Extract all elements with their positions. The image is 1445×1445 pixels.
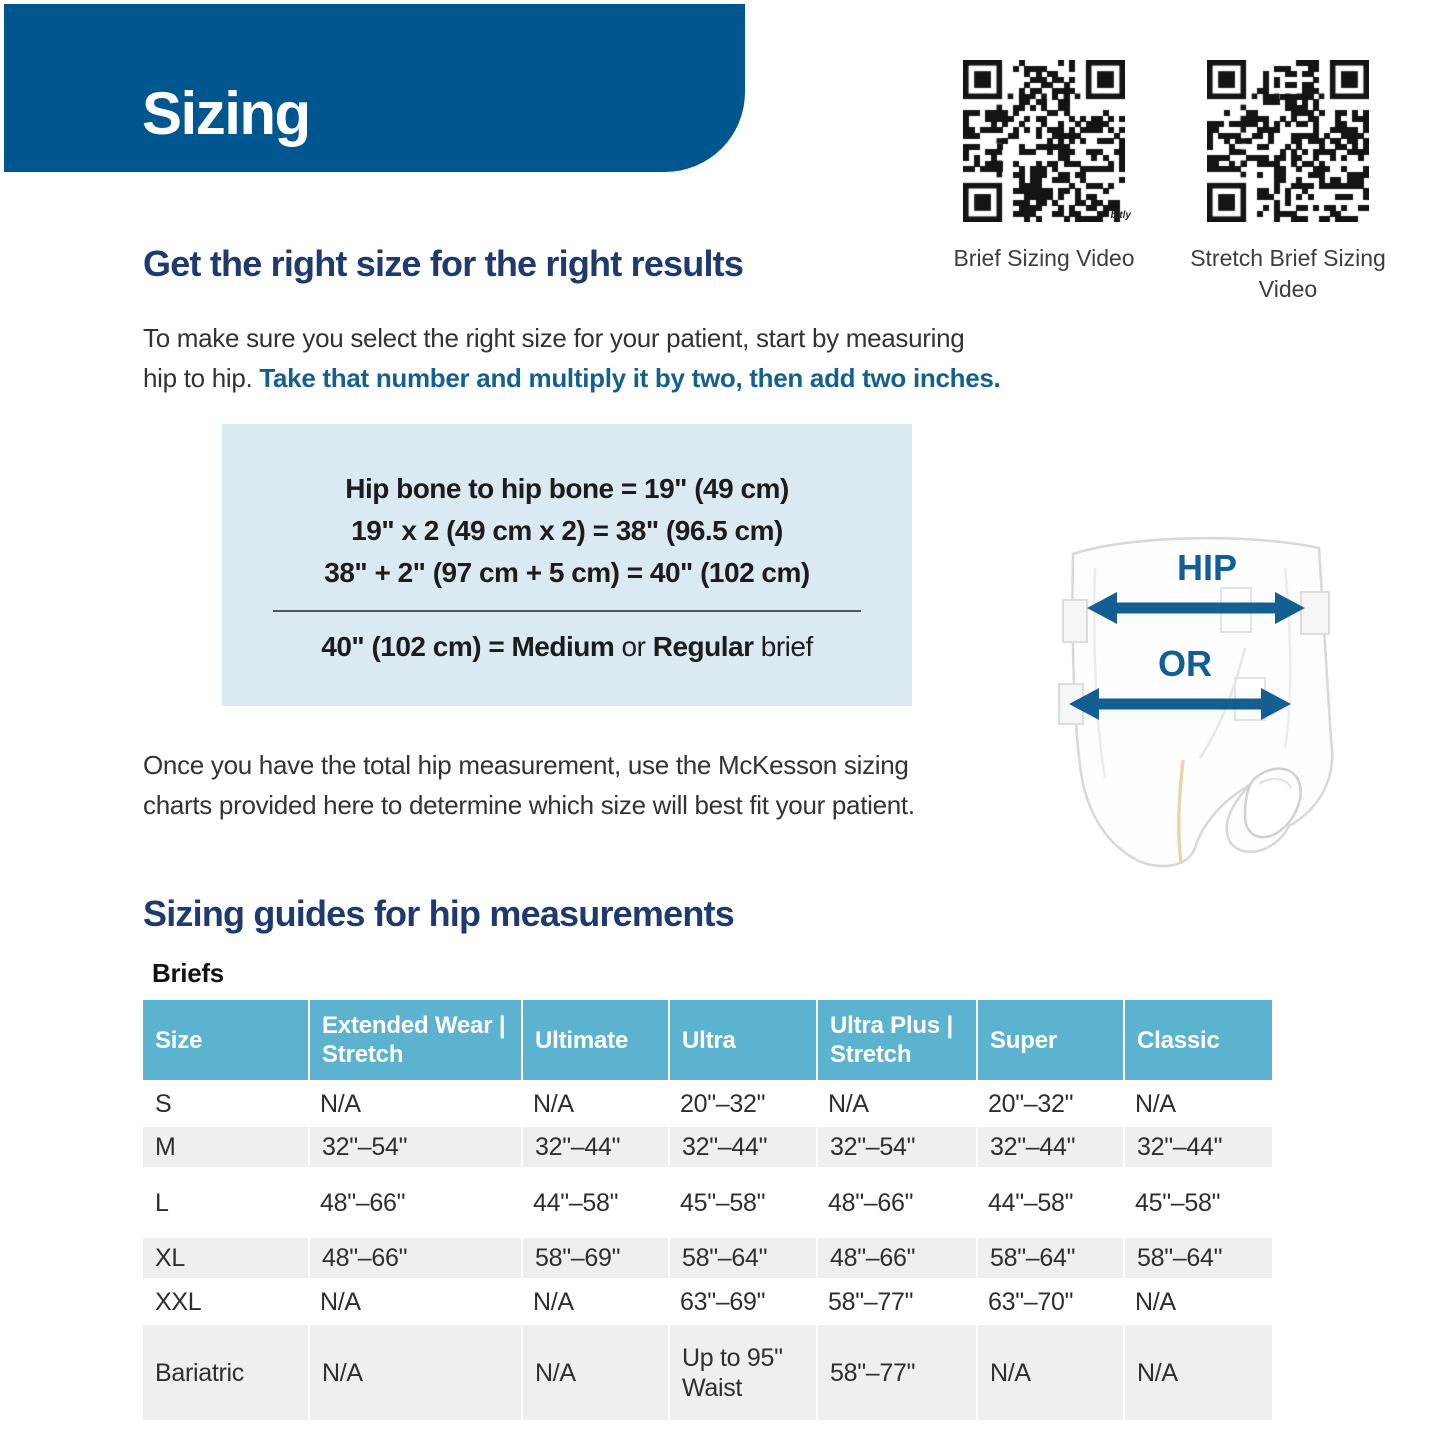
table-row-xl <box>143 1238 1272 1278</box>
table-size-cell: S <box>155 1089 172 1118</box>
instructions-paragraph <box>143 745 1073 825</box>
table-value-cell: 63"–70" <box>988 1287 1074 1316</box>
calc-line-1: Hip bone to hip bone = 19" (49 cm) <box>345 473 789 504</box>
calc-result-prefix: 40" (102 cm) = <box>321 631 512 662</box>
table-value-cell: 32"–54" <box>308 1127 521 1167</box>
table-value-cell: 32"–44" <box>976 1127 1123 1167</box>
calc-result-or: or <box>614 631 653 662</box>
or-label: OR <box>1158 643 1212 684</box>
table-value-cell: 45"–58" <box>1135 1188 1221 1217</box>
table-value-cell: 32"–44" <box>668 1127 816 1167</box>
table-header-cell: Super <box>976 1000 1123 1080</box>
instructions-line-2: charts provided here to determine which size will best fit your patient. <box>143 790 915 820</box>
intro-line-2 <box>143 358 1073 398</box>
table-value-cell: 58"–64" <box>1123 1238 1272 1278</box>
intro-heading: Get the right size for the right results <box>143 243 744 284</box>
table-value-cell: N/A <box>1135 1287 1176 1316</box>
table-header-cell: Classic <box>1123 1000 1272 1080</box>
calc-line-3: 38" + 2" (97 cm + 5 cm) = 40" (102 cm) <box>324 557 810 588</box>
brief-measurement-figure <box>1035 508 1355 878</box>
table-value-cell: 63"–69" <box>680 1287 766 1316</box>
qr-caption: Stretch Brief Sizing Video <box>1190 245 1386 302</box>
table-row-s <box>143 1080 1272 1127</box>
briefs-sizing-table <box>143 1000 1272 1420</box>
intro-line-2-normal: hip to hip. <box>143 363 260 393</box>
table-size-cell: L <box>155 1188 169 1217</box>
table-size-cell: XXL <box>155 1287 202 1316</box>
brief-illustration <box>1035 508 1355 878</box>
table-value-cell: N/A <box>828 1089 869 1118</box>
table-row-m <box>143 1127 1272 1167</box>
hip-label: HIP <box>1176 547 1238 588</box>
bitly-logo: bitly <box>1110 210 1131 221</box>
intro-line-1: To make sure you select the right size for your patient, start by measuring <box>143 323 965 353</box>
table-header-cell: Ultra Plus | Stretch <box>816 1000 976 1080</box>
table-value-cell: N/A <box>1123 1325 1272 1420</box>
table-value-cell: N/A <box>521 1325 668 1420</box>
table-value-cell: N/A <box>320 1089 361 1118</box>
table-value-cell: 32"–54" <box>816 1127 976 1167</box>
table-value-cell: 58"–64" <box>668 1238 816 1278</box>
page-banner <box>4 4 745 172</box>
calc-result-size-2: Regular <box>652 631 754 662</box>
instructions-line-1: Once you have the total hip measurement, use the McKesson sizing <box>143 750 909 780</box>
table-value-cell: 48"–66" <box>816 1238 976 1278</box>
table-body <box>143 1080 1272 1420</box>
calc-divider <box>273 610 861 612</box>
calc-result-size-1: Medium <box>511 631 615 662</box>
table-size-cell: Bariatric <box>143 1325 308 1420</box>
table-value-cell: 48"–66" <box>828 1188 914 1217</box>
qr-stretch-brief-sizing-video <box>1190 60 1386 302</box>
calc-line-2: 19" x 2 (49 cm x 2) = 38" (96.5 cm) <box>351 515 783 546</box>
intro-paragraph <box>143 318 1073 398</box>
table-value-cell: 48"–66" <box>320 1188 406 1217</box>
table-value-cell: N/A <box>308 1325 521 1420</box>
table-header-cell: Ultra <box>668 1000 816 1080</box>
table-header-cell: Ultimate <box>521 1000 668 1080</box>
qr-code-image <box>1207 60 1369 222</box>
table-size-cell: XL <box>143 1238 308 1278</box>
table-value-cell: 45"–58" <box>680 1188 766 1217</box>
table-value-cell: N/A <box>533 1089 574 1118</box>
section-heading: Sizing guides for hip measurements <box>143 893 734 934</box>
table-value-cell: 58"–69" <box>521 1238 668 1278</box>
calc-result-line <box>321 626 812 668</box>
calculation-example-box <box>222 424 912 706</box>
table-row-xxl <box>143 1278 1272 1325</box>
page-title: Sizing <box>142 80 310 147</box>
table-value-cell: N/A <box>533 1287 574 1316</box>
table-value-cell: N/A <box>320 1287 361 1316</box>
table-value-cell: Up to 95" Waist <box>668 1325 816 1420</box>
table-value-cell: N/A <box>976 1325 1123 1420</box>
table-value-cell: 58"–64" <box>976 1238 1123 1278</box>
table-value-cell: 20"–32" <box>988 1089 1074 1118</box>
table-row-bariatric <box>143 1325 1272 1420</box>
table-value-cell: 44"–58" <box>533 1188 619 1217</box>
table-value-cell: 48"–66" <box>308 1238 521 1278</box>
table-value-cell: 58"–77" <box>828 1287 914 1316</box>
intro-line-2-emphasis: Take that number and multiply it by two, then add two inches. <box>259 363 1001 393</box>
table-value-cell: 32"–44" <box>1123 1127 1272 1167</box>
qr-brief-sizing-video <box>953 60 1135 271</box>
table-value-cell: 58"–77" <box>816 1325 976 1420</box>
table-value-cell: 44"–58" <box>988 1188 1074 1217</box>
table-header-cell: Extended Wear | Stretch <box>308 1000 521 1080</box>
table-value-cell: 20"–32" <box>680 1089 766 1118</box>
table-header-cell: Size <box>143 1000 308 1080</box>
calc-result-suffix: brief <box>753 631 813 662</box>
table-size-cell: M <box>143 1127 308 1167</box>
table-row-l <box>143 1167 1272 1238</box>
table-header-row <box>143 1000 1272 1080</box>
qr-code-image <box>963 60 1125 222</box>
brief-tape-left <box>1063 600 1087 642</box>
table-value-cell: N/A <box>1135 1089 1176 1118</box>
table-value-cell: 32"–44" <box>521 1127 668 1167</box>
qr-caption: Brief Sizing Video <box>953 245 1135 271</box>
table-label: Briefs <box>152 958 224 988</box>
brief-tape-right <box>1301 592 1329 634</box>
